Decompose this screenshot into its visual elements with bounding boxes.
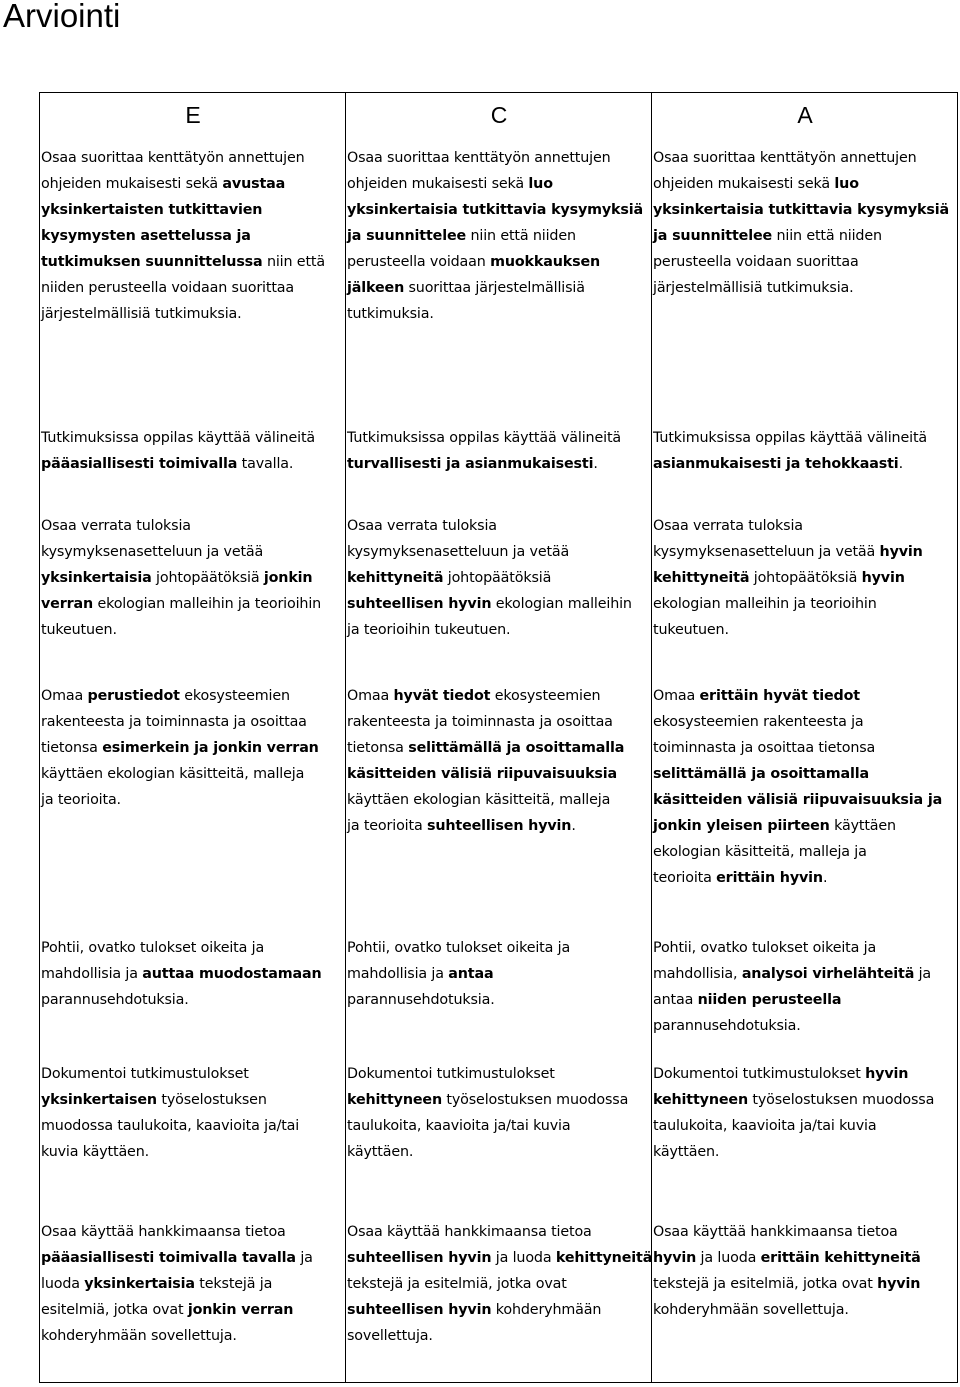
criterion-line [653,1245,953,1271]
criterion-line [653,787,953,813]
criterion-text: niiden perusteella voidaan suorittaa [41,280,295,296]
emphasis-text: turvallisesti ja asianmukaisesti [347,456,594,472]
criterion-line [41,171,341,197]
grade-header-e: E [185,102,201,128]
emphasis-text: selittämällä ja osoittamalla [408,740,625,756]
criterion-text: ja teorioita [347,818,427,834]
criterion-line [347,1113,647,1139]
criterion-text: tietonsa [41,740,103,756]
criterion-line [653,145,953,171]
criterion-text: järjestelmällisiä tutkimuksia. [653,280,854,296]
emphasis-text: verran [41,596,94,612]
criterion-line [347,787,647,813]
criterion-line [653,813,953,839]
criterion-line [41,683,341,709]
criterion-text: Osaa käyttää hankkimaansa tietoa [41,1224,286,1240]
criterion-text: järjestelmällisiä tutkimuksia. [41,306,242,322]
criterion-line [347,617,647,643]
criterion-text: ohjeiden mukaisesti sekä [653,176,835,192]
criterion-line [347,425,647,451]
criterion-cell-e [41,1061,341,1165]
criterion-text: ja teorioihin tukeutuen. [347,622,511,638]
criterion-line [653,1061,953,1087]
criterion-text: käyttäen. [653,1144,720,1160]
criterion-text: Osaa suorittaa kenttätyön annettujen [347,150,611,166]
emphasis-text: suhteellisen hyvin [347,596,492,612]
criterion-line [41,1219,341,1245]
criterion-text: ja [295,1250,313,1266]
criterion-text: Pohtii, ovatko tulokset oikeita ja [653,940,877,956]
criterion-cell-a [653,683,953,891]
emphasis-text: selittämällä ja osoittamalla [653,766,869,782]
criterion-line [653,709,953,735]
criterion-line [347,171,647,197]
criterion-line [41,539,341,565]
criterion-text: Dokumentoi tutkimustulokset [347,1066,555,1082]
criterion-cell-e [41,1219,341,1349]
criterion-cell-e [41,425,341,477]
criterion-text: ja [914,966,932,982]
criterion-line [653,275,953,301]
criterion-text: taulukoita, kaavioita ja/tai kuvia [347,1118,571,1134]
criterion-text: Osaa verrata tuloksia [347,518,497,534]
criterion-text: toiminnasta ja osoittaa tietonsa [653,740,876,756]
criterion-line [41,761,341,787]
criterion-text: tekstejä ja esitelmiä, jotka ovat [347,1276,567,1292]
criterion-text: Osaa verrata tuloksia [653,518,803,534]
criterion-text: kohderyhmään [491,1302,602,1318]
criterion-text: suorittaa järjestelmällisiä [404,280,585,296]
criterion-text: Dokumentoi tutkimustulokset [653,1066,866,1082]
emphasis-text: niiden perusteella [697,992,842,1008]
criterion-line [347,1087,647,1113]
criterion-line [347,565,647,591]
criterion-cell-c [347,1219,653,1349]
criterion-text: mahdollisia ja [41,966,143,982]
grade-header-a: A [797,102,813,128]
criterion-cell-c [347,425,647,477]
criterion-text: parannusehdotuksia. [347,992,495,1008]
assessment-table [39,92,958,1383]
emphasis-text: luo [834,176,859,192]
criterion-line [653,425,953,451]
criterion-text: johtopäätöksiä [151,570,264,586]
criterion-line [653,761,953,787]
criterion-text: ekologian malleihin ja teorioihin [93,596,322,612]
criterion-line [653,197,953,223]
emphasis-text: analysoi virhelähteitä [741,966,915,982]
criterion-line [41,197,341,223]
criterion-line [653,839,953,865]
criterion-text: kysymyksenasetteluun ja vetää [653,544,880,560]
criterion-line [653,1297,953,1323]
criterion-text: . [593,456,598,472]
criterion-text: ekosysteemien [490,688,601,704]
criterion-line [347,987,647,1013]
criterion-cell-a [653,425,953,477]
emphasis-text: suhteellisen hyvin [426,818,572,834]
criterion-line [653,591,953,617]
criterion-line [653,683,953,709]
emphasis-text: hyvin [861,570,905,586]
criterion-line [653,1013,953,1039]
emphasis-text: erittäin hyvin [716,870,823,886]
criterion-text: Pohtii, ovatko tulokset oikeita ja [41,940,265,956]
criterion-line [653,1271,953,1297]
criterion-text: teorioita [653,870,717,886]
criterion-line [347,249,647,275]
emphasis-text: jälkeen [347,280,405,296]
criterion-text: kysymyksenasetteluun ja vetää [347,544,570,560]
criterion-text: ja luoda [491,1250,556,1266]
criterion-line [653,987,953,1013]
criterion-line [653,961,953,987]
criterion-line [653,735,953,761]
emphasis-text: pääasiallisesti toimivalla tavalla [41,1250,296,1266]
criterion-line [41,617,341,643]
criterion-text: työselostuksen muodossa [748,1092,935,1108]
criterion-text: Dokumentoi tutkimustulokset [41,1066,249,1082]
criterion-line [41,275,341,301]
criterion-text: niin että niiden [772,228,882,244]
criterion-line [41,1061,341,1087]
criterion-text: esitelmiä, jotka ovat [41,1302,188,1318]
criterion-text: tukeutuen. [653,622,729,638]
emphasis-text: kehittyneitä [347,570,444,586]
emphasis-text: hyvin [865,1066,909,1082]
emphasis-text: jonkin [263,570,313,586]
criterion-text: tekstejä ja [194,1276,273,1292]
emphasis-text: esimerkein ja jonkin verran [102,740,319,756]
criterion-line [347,197,647,223]
criterion-line [41,145,341,171]
criterion-line [347,1139,647,1165]
criterion-text: ja teorioita. [41,792,121,808]
emphasis-text: käsitteiden välisiä riipuvaisuuksia ja [653,792,943,808]
criterion-text: työselostuksen muodossa [442,1092,629,1108]
criterion-line [653,223,953,249]
criterion-cell-a [653,935,953,1039]
emphasis-text: kysymysten asettelussa ja [41,228,251,244]
column-divider [345,93,346,1382]
criterion-text: Tutkimuksissa oppilas käyttää välineitä [653,430,928,446]
grade-header-c: C [490,102,508,128]
emphasis-text: luo [528,176,553,192]
emphasis-text: yksinkertaisia tutkittavia kysymyksiä [347,202,644,218]
criterion-line [347,1061,647,1087]
criterion-text: tutkimuksia. [347,306,434,322]
emphasis-text: käsitteiden välisiä riipuvaisuuksia [347,766,618,782]
emphasis-text: pääasiallisesti toimivalla [41,456,238,472]
criterion-text: johtopäätöksiä [749,570,862,586]
criterion-text: rakenteesta ja toiminnasta ja osoittaa [41,714,307,730]
criterion-cell-e [41,683,341,813]
emphasis-text: jonkin verran [187,1302,294,1318]
criterion-text: kohderyhmään sovellettuja. [41,1328,237,1344]
criterion-line [347,961,647,987]
criterion-line [41,565,341,591]
criterion-text: johtopäätöksiä [443,570,552,586]
criterion-text: ohjeiden mukaisesti sekä [41,176,223,192]
criterion-cell-e [41,513,341,643]
criterion-line [41,1139,341,1165]
criterion-line [41,591,341,617]
criterion-text: niin että niiden [466,228,576,244]
criterion-cell-c [347,145,647,327]
criterion-cell-a [653,1219,953,1323]
criterion-line [347,709,647,735]
criterion-line [653,451,953,477]
page-title: Arviointi [3,0,121,34]
criterion-line [41,935,341,961]
criterion-text: tukeutuen. [41,622,117,638]
criterion-text: Osaa suorittaa kenttätyön annettujen [653,150,917,166]
emphasis-text: erittäin hyvät tiedot [699,688,860,704]
criterion-cell-a [653,1061,953,1165]
criterion-text: parannusehdotuksia. [41,992,189,1008]
emphasis-text: hyvin [879,544,923,560]
emphasis-text: avustaa [222,176,286,192]
criterion-text: työselostuksen [156,1092,267,1108]
criterion-text: . [571,818,576,834]
emphasis-text: ja suunnittelee [347,228,467,244]
emphasis-text: asianmukaisesti ja tehokkaasti [653,456,899,472]
emphasis-text: hyvät tiedot [393,688,491,704]
criterion-cell-e [41,935,341,1013]
criterion-text: ekologian malleihin ja teorioihin [653,596,877,612]
criterion-text: mahdollisia ja [347,966,449,982]
criterion-text: käyttäen. [347,1144,414,1160]
criterion-cell-c [347,683,647,839]
criterion-line [347,1297,647,1323]
criterion-line [41,301,341,327]
criterion-line [653,1113,953,1139]
criterion-line [347,813,647,839]
criterion-text: ekologian käsitteitä, malleja ja [653,844,867,860]
emphasis-text: kehittyneen [347,1092,442,1108]
criterion-text: . [898,456,903,472]
emphasis-text: erittäin kehittyneitä [760,1250,921,1266]
criterion-text: Osaa verrata tuloksia [41,518,191,534]
criterion-text: . [822,870,828,886]
criterion-text: sovellettuja. [347,1328,433,1344]
criterion-text: kysymyksenasetteluun ja vetää [41,544,264,560]
criterion-line [41,1323,341,1349]
criterion-line [41,987,341,1013]
criterion-cell-c [347,513,647,643]
criterion-text: mahdollisia, [653,966,742,982]
criterion-text: Osaa käyttää hankkimaansa tietoa [653,1224,898,1240]
criterion-text: Tutkimuksissa oppilas käyttää välineitä [347,430,622,446]
criterion-line [41,735,341,761]
criterion-cell-c [347,935,647,1013]
criterion-line [347,1245,653,1271]
criterion-line [653,513,953,539]
criterion-line [653,617,953,643]
criterion-text: kohderyhmään sovellettuja. [653,1302,849,1318]
emphasis-text: antaa [448,966,494,982]
criterion-text: Omaa [347,688,394,704]
criterion-line [41,709,341,735]
criterion-text: käyttäen ekologian käsitteitä, malleja [347,792,611,808]
criterion-text: tavalla. [237,456,294,472]
emphasis-text: suhteellisen hyvin [347,1302,492,1318]
criterion-text: käyttäen [829,818,896,834]
emphasis-text: tutkimuksen suunnittelussa [41,254,263,270]
criterion-text: Omaa [41,688,88,704]
criterion-line [347,451,647,477]
criterion-line [41,1113,341,1139]
criterion-line [347,1271,647,1297]
criterion-line [41,513,341,539]
criterion-line [347,275,647,301]
criterion-text: muodossa taulukoita, kaavioita ja/tai [41,1118,300,1134]
emphasis-text: perustiedot [87,688,180,704]
criterion-text: Osaa suorittaa kenttätyön annettujen [41,150,305,166]
criterion-text: parannusehdotuksia. [653,1018,801,1034]
criterion-line [653,1139,953,1165]
criterion-line [41,961,341,987]
criterion-text: perusteella voidaan suorittaa [653,254,859,270]
emphasis-text: yksinkertaisia tutkittavia kysymyksiä [653,202,950,218]
emphasis-text: hyvin [877,1276,921,1292]
emphasis-text: kehittyneitä [653,570,750,586]
criterion-text: tietonsa [347,740,409,756]
emphasis-text: auttaa muodostamaan [142,966,322,982]
criterion-line [653,935,953,961]
criterion-text: kuvia käyttäen. [41,1144,150,1160]
criterion-line [653,539,953,565]
criterion-line [347,223,647,249]
criterion-line [347,935,647,961]
criterion-cell-c [347,1061,647,1165]
criterion-text: niin että [262,254,325,270]
criterion-line [41,223,341,249]
criterion-text: perusteella voidaan [347,254,491,270]
criterion-text: Osaa käyttää hankkimaansa tietoa [347,1224,592,1240]
criterion-line [653,565,953,591]
criterion-text: käyttäen ekologian käsitteitä, malleja [41,766,305,782]
emphasis-text: yksinkertaisen [41,1092,157,1108]
criterion-text: tekstejä ja esitelmiä, jotka ovat [653,1276,878,1292]
criterion-text: ja luoda [696,1250,761,1266]
criterion-line [347,145,647,171]
emphasis-text: muokkauksen [490,254,601,270]
criterion-text: ohjeiden mukaisesti sekä [347,176,529,192]
criterion-line [347,735,647,761]
criterion-line [653,171,953,197]
criterion-line [653,865,953,891]
criterion-text: ekologian malleihin [491,596,632,612]
criterion-line [347,761,647,787]
criterion-line [653,1219,953,1245]
criterion-line [653,249,953,275]
emphasis-text: yksinkertaisten tutkittavien [41,202,263,218]
criterion-line [347,539,647,565]
emphasis-text: suhteellisen hyvin [347,1250,492,1266]
criterion-text: Omaa [653,688,700,704]
criterion-line [653,1087,953,1113]
criterion-line [347,683,647,709]
criterion-line [41,1297,341,1323]
criterion-line [347,591,647,617]
criterion-line [41,1271,341,1297]
criterion-text: Tutkimuksissa oppilas käyttää välineitä [41,430,316,446]
criterion-cell-a [653,145,953,301]
criterion-line [41,451,341,477]
emphasis-text: kehittyneen [653,1092,748,1108]
criterion-line [347,1219,647,1245]
emphasis-text: yksinkertaisia [41,570,152,586]
criterion-line [347,513,647,539]
column-divider [651,93,652,1382]
criterion-line [41,787,341,813]
criterion-text: Pohtii, ovatko tulokset oikeita ja [347,940,571,956]
criterion-cell-a [653,513,953,643]
criterion-text: rakenteesta ja toiminnasta ja osoittaa [347,714,613,730]
criterion-text: luoda [41,1276,85,1292]
criterion-line [41,425,341,451]
emphasis-text: kehittyneitä [555,1250,653,1266]
criterion-line [41,249,341,275]
criterion-line [347,1323,647,1349]
emphasis-text: yksinkertaisia [84,1276,195,1292]
criterion-line [347,301,647,327]
criterion-text: taulukoita, kaavioita ja/tai kuvia [653,1118,877,1134]
criterion-text: ekosysteemien rakenteesta ja [653,714,864,730]
criterion-line [41,1245,341,1271]
emphasis-text: hyvin [653,1250,697,1266]
criterion-line [41,1087,341,1113]
criterion-text: ekosysteemien [179,688,290,704]
emphasis-text: jonkin yleisen piirteen [653,818,830,834]
criterion-cell-e [41,145,341,327]
criterion-text: antaa [653,992,698,1008]
emphasis-text: ja suunnittelee [653,228,773,244]
